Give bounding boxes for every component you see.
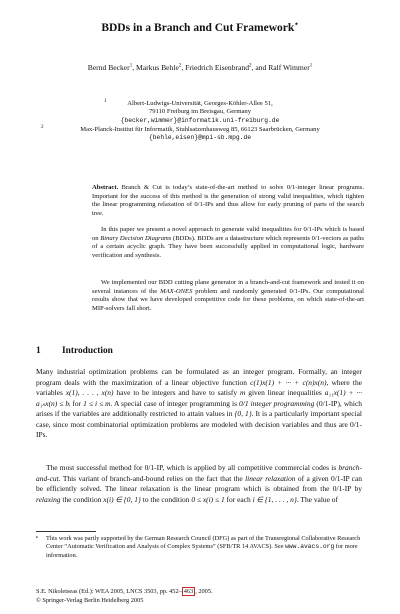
affiliation-number: 1 [104, 99, 107, 104]
footnote-mark: ⋆ [35, 535, 39, 541]
citation-block [36, 587, 362, 605]
body-text: . This variant of branch-and-bound relies on the fact that the [58, 473, 246, 483]
author-separator: , and [251, 63, 269, 72]
paper-title [0, 20, 400, 34]
abstract-text: We implemented our BDD cutting plane generator in a branch-and-cut framework and tested it on several instances of the [92, 279, 364, 295]
abstract-paragraph-1 [92, 184, 364, 218]
footnote-text: for more information. [46, 543, 358, 559]
footnote-link[interactable]: www.avacs.org [285, 543, 335, 551]
footnote [36, 535, 362, 560]
math-expression: a₁₁x(1) + ··· a₁ₙx(n) ≤ bᵢ [36, 388, 362, 408]
body-text: , where the variables [36, 377, 362, 398]
math-expression: m [239, 388, 246, 398]
abstract-text: problem and randomly generated 0/1-IPs. Our computational results show that we have developed competitive code for these problems, on which state-of-the-art MIP-solvers fall short. [92, 287, 364, 312]
body-text: The most successful method for 0/1-IP, which is applied by all competitive commercial codes is [46, 463, 339, 472]
body-text: . A special case of integer programming is [110, 398, 240, 408]
body-text: . The value of [296, 494, 338, 504]
body-text: . It is a particularly important special case, since most combinatorial optimization problems are modeled with decision variables and thus are 0/1-IPs. [36, 409, 363, 440]
abstract-text: (BDDs). BDDs are a datastructure which represents 0/1-vectors as paths of a certain acyclic graph. They have been successfully applied in computational logic, hardware verification and synthesis. [92, 234, 364, 259]
author-list [0, 63, 400, 72]
abstract-emphasis: Binary Decision Diagrams [100, 234, 172, 242]
body-text: (0/1-IP), which arises if the variables are additionally restricted to attain values in [36, 398, 362, 419]
body-emphasis: linear relaxation [245, 473, 296, 483]
author-affiliation-mark: 2 [178, 63, 182, 69]
math-expression: c(1)x(1) + ··· + c(n)x(n) [250, 377, 327, 387]
abstract-paragraph-3 [92, 279, 364, 313]
abstract-emphasis: MAX-ONES [160, 287, 193, 295]
abstract-text: Branch & Cut is today’s state-of-the-art method to solve 0/1-integer linear programs. Important for the success of this method is the generation of strong valid inequalities, which tighten the linear programming relaxation of 0/1-IPs and thus allow for early pruning of parts of the search tree. [92, 184, 365, 217]
body-text: given linear inequalities [245, 388, 325, 398]
title-footnote-mark: ⋆ [294, 20, 299, 28]
affiliation-email: {becker,wimmer}@informatik.uni-freiburg.de [120, 116, 280, 124]
author-affiliation-mark: 1 [129, 63, 133, 69]
math-expression: 0 ≤ x(i) ≤ 1 [191, 494, 225, 504]
title-text: BDDs in a Branch and Cut Framework [101, 21, 295, 34]
citation-text: S.E. Nikoletseas (Ed.): WEA 2005, LNCS 3503, pp. 452– [36, 588, 182, 595]
affiliation-2 [0, 126, 400, 143]
abstract-label: Abstract. [92, 184, 119, 191]
abstract-text: In this paper we present a novel approach to generate valid inequalities for 0/1-IPs which is based on [92, 226, 364, 242]
body-emphasis: 0/1 integer programming [239, 398, 315, 408]
math-expression: x(i) ∈ {0, 1} [103, 494, 141, 504]
author-affiliation-mark: 2 [249, 63, 252, 69]
body-text: of a given 0/1-IP can be efficiently solved. The linear relaxation is the linear program which is obtained from the 0/1-IP by [36, 473, 362, 494]
affiliation-line: Albert-Ludwigs-Universität, Georges-Köhler-Allee 51, [127, 100, 273, 107]
affiliation-email: {behle,eisen}@mpi-sb.mpg.de [148, 134, 252, 142]
body-emphasis: relaxing [36, 494, 61, 504]
math-expression: {0, 1} [234, 409, 252, 419]
author-name: Markus Behle [136, 63, 179, 72]
section-number: 1 [36, 346, 41, 356]
affiliation-number: 2 [41, 125, 44, 130]
body-paragraph-1 [36, 367, 362, 441]
author-separator: , [132, 63, 137, 72]
citation-text: , 2005. [195, 588, 213, 595]
affiliation-line: 79110 Freiburg im Breisgau, Germany [148, 108, 251, 116]
body-emphasis: branch-and-cut [36, 463, 362, 483]
author-name: Bernd Becker [87, 63, 130, 72]
body-text: for each [224, 494, 253, 504]
affiliation-line: Max-Planck-Institut für Informatik, Stuhlsatzenhausweg 85, 66123 Saarbrücken, Germany [80, 126, 320, 133]
body-text: have to be integers and have to satisfy [113, 388, 240, 398]
math-expression: i ∈ {1, . . . , n} [252, 494, 297, 504]
author-name: Ralf Wimmer [268, 63, 310, 72]
copyright-line: © Springer-Verlag Berlin Heidelberg 2005 [36, 596, 144, 604]
footnote-text: This work was partly supported by the German Research Council (DFG) as part of the Transregional Collaborative Research Center “Automatic Verification and Analysis of Complex Systems” (SFB/TR 14 AVACS). See [46, 535, 361, 551]
footnote-rule [36, 531, 96, 532]
math-expression: 1 ≤ i ≤ m [83, 398, 111, 408]
page-number-highlight: 463 [183, 588, 194, 595]
affiliation-1 [0, 100, 400, 125]
author-separator: , [181, 63, 186, 72]
body-text: the condition [60, 494, 104, 504]
body-paragraph-2 [36, 463, 362, 505]
author-affiliation-mark: 1 [309, 63, 313, 69]
body-text: for [70, 398, 84, 408]
math-expression: x(1), . . . , x(n) [65, 388, 114, 398]
author-name: Friedrich Eisenbrand [185, 63, 250, 72]
body-text: to the condition [140, 494, 192, 504]
body-text: Many industrial optimization problems can be formulated as an integer program. Formally, an integer program deals with the maximization of a linear objective function [36, 367, 362, 387]
section-title: Introduction [62, 346, 113, 356]
abstract-paragraph-2 [92, 226, 364, 260]
section-heading [36, 346, 113, 356]
